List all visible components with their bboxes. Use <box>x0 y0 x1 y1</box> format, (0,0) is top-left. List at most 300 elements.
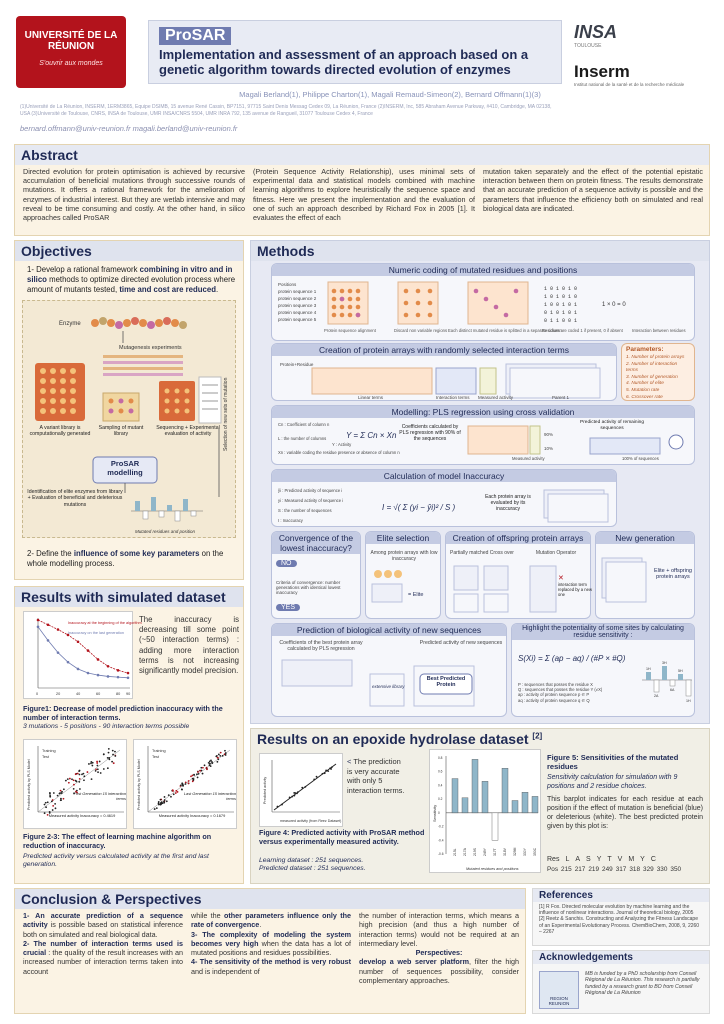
fig5-bar-label: 330Y <box>523 848 527 856</box>
prediction-accuracy-text: The prediction is very accurate with only 5 interaction terms. <box>347 757 405 795</box>
sensitivity-note: Q : sequences that posses the residue Y (≠X) <box>518 687 603 693</box>
scatter-point <box>100 772 102 774</box>
figure4-side-text <box>347 757 407 795</box>
fig4-point <box>325 769 327 771</box>
offspring-note-fo <box>558 582 592 608</box>
fig5-bar <box>512 801 518 813</box>
scatter-point <box>199 770 201 772</box>
scatter-point <box>63 798 65 800</box>
fig4-point <box>304 786 306 788</box>
elite-rank-icon <box>394 570 402 578</box>
scatter-point <box>224 750 226 752</box>
position-cell: 350 <box>670 866 682 873</box>
svg-text:1 0 1 0 1 0: 1 0 1 0 1 0 <box>544 286 578 292</box>
new-generation-svg <box>596 548 696 618</box>
scatter-point <box>108 752 110 754</box>
fig1-point <box>77 640 80 643</box>
row-label: protein sequence 2 <box>278 296 317 301</box>
fig2b-xlabel: Measured activity Inaccuracy = 0.1679 <box>158 813 226 818</box>
best-protein-pos-row <box>547 865 703 875</box>
mini-bar-label: 3H <box>662 661 667 665</box>
diagram-enzyme-label: Enzyme <box>59 321 81 327</box>
scatter-point <box>78 770 80 772</box>
diagram-identification-label: Identification of elite enzymes from library + Evaluation of beneficial and deleterious mutations <box>27 489 123 508</box>
fig5-xlabel: Mutated residues and positions <box>466 867 519 871</box>
svg-text:0 1 0 1 0 1: 0 1 0 1 0 1 <box>544 310 578 316</box>
caption: Interaction between residues <box>632 328 686 333</box>
parameters-list <box>622 355 694 401</box>
method-pls-box <box>271 405 695 465</box>
diagram-variant-library-fo <box>27 425 93 455</box>
fig5-bar-label: 215L <box>453 848 457 856</box>
diagram-sequencing-fo <box>151 425 225 451</box>
sensitivity-notes <box>518 682 634 703</box>
objective-1-end: . <box>215 285 219 294</box>
references-section <box>532 888 710 946</box>
extensive-library-label: extensive library <box>372 684 405 689</box>
inaccuracy-text: Each protein array is evaluated by its inaccuracy <box>485 494 531 512</box>
elite-rank-icon <box>374 570 382 578</box>
protein-array-stack-icon <box>312 364 600 398</box>
conclusion-section <box>14 888 526 1014</box>
residue-cell: S <box>586 856 591 863</box>
residue-cell: A <box>575 856 581 863</box>
inaccuracy-formula: I = √( Σ (yi − ŷi)² / S ) <box>382 503 456 512</box>
fig2b-xlabel-fo <box>148 814 236 828</box>
objective-1-mid: methods to optimize directed evolution process where amount of mutants tested, <box>27 275 236 294</box>
inserm-logo <box>574 62 694 92</box>
mini-bar-label: 1H <box>646 667 651 671</box>
figure5-plot <box>429 749 541 873</box>
methods-section <box>250 240 710 724</box>
mini-bar <box>670 680 675 686</box>
best-predicted-protein-label: Best Predicted Protein <box>426 676 466 688</box>
fig5-bar <box>452 779 458 813</box>
residue-cell: C <box>650 856 656 863</box>
alignment-grid-1 <box>328 282 368 324</box>
scatter-point <box>113 762 115 764</box>
fig1-point <box>47 623 50 626</box>
scatter-point <box>164 796 166 798</box>
scatter-point <box>45 802 47 804</box>
fig5-bar <box>522 792 528 813</box>
scatter-point <box>204 764 206 766</box>
method-numeric-coding-box <box>271 263 695 341</box>
method-convergence-box <box>271 531 361 619</box>
fig1-point <box>37 626 40 629</box>
scatter-point <box>175 792 177 794</box>
scatter-point <box>114 751 116 753</box>
inaccuracy-note: ŷi : Predicted activity of sequence i <box>278 488 343 493</box>
pls-10-label: 10% <box>544 446 554 451</box>
scatter-point <box>192 780 194 782</box>
scatter-point <box>156 807 158 809</box>
svg-text:1 0 1 0 1 0: 1 0 1 0 1 0 <box>544 294 578 300</box>
university-logo <box>16 16 126 88</box>
scatter-point <box>73 779 75 781</box>
figure2-subcaption: Predicted activity versus calculated activity at the first and last generation. <box>23 853 209 869</box>
figure5-subcaption: Sensitivity calculation for simulation with 9 positions and 2 residue choices. <box>547 774 678 790</box>
insa-logo-text: INSA <box>574 22 618 42</box>
scatter-point <box>163 802 165 804</box>
scatter-point <box>83 779 85 781</box>
reference-item: [2] Reetz & Sanchis. Constructing and Analyzing the Fitness Landscape of an Experimental Evolutionary Process. ChemBioChem, 2008, 9, 2260 – 2267 <box>539 916 700 935</box>
scatter-point <box>170 796 172 798</box>
pls-90-label: 90% <box>544 432 554 437</box>
scatter-point <box>88 763 90 765</box>
parameters-box <box>621 343 695 401</box>
reference-item: [1] R Fox. Directed molecular evolution by machine learning and the influence of nonlinear interactions. Journal of theoretical biology, 2005 <box>539 904 694 917</box>
authors: Magali Berland(1), Philippe Charton(1), Magali Remaud-Simeon(2), Bernard Offmann(1)(3) <box>239 90 541 99</box>
objective-1-bold2: time and cost are reduced <box>119 285 216 294</box>
abstract-col-1: Directed evolution for protein optimisation is achieved by recursive accumulation of beneficial mutations through successive rounds of mutations. It offers a rational framework for the amelioration of enzymes of industrial interest. But they are wetlab intensive and may reveal to be time consuming and costly. At the other hand, in silico approaches called ProSAR <box>23 167 245 223</box>
residue-cell: Y <box>596 856 602 863</box>
position-cell: 329 <box>643 866 654 873</box>
fig2a-label-fo <box>70 792 126 810</box>
fig2a-xlabel: Measured activity Inaccuracy = 0.4619 <box>48 813 116 818</box>
results-simulated-heading: Results with simulated dataset <box>15 587 243 607</box>
binary-coding-matrix <box>544 286 577 324</box>
insa-logo <box>574 22 694 54</box>
residue-cell: T <box>607 856 612 863</box>
fig1-point <box>87 672 90 675</box>
enzyme-chain-icon <box>91 317 187 329</box>
fig5-bar <box>462 798 468 813</box>
conclusion-p3-pre: while the <box>191 911 224 920</box>
residue-cell: M <box>628 856 635 863</box>
fig4-point <box>316 776 318 778</box>
scatter-point <box>49 793 51 795</box>
scatter-point <box>219 755 221 757</box>
sensitivity-note: ap : activity of protein sequence p ∈ P <box>518 692 590 698</box>
mutation-array-icon <box>530 566 556 612</box>
sensitivity-formula: S(Xi) = Σ (ap − aq) / (#P × #Q) <box>518 654 626 663</box>
poster-header <box>0 0 724 140</box>
parameter-item: 2. Number of interaction terms <box>626 361 678 374</box>
region-reunion-logo: REGION REUNION <box>539 971 579 1009</box>
row-label: protein sequence 1 <box>278 289 317 294</box>
fig5-y-tick: 0.2 <box>438 797 443 802</box>
fig5-y-tick: 0.4 <box>438 783 443 788</box>
fig4-ylabel: Predicted activity <box>263 776 267 804</box>
figure1-subcaption: 3 mutations - 5 positions - 90 interaction terms possible <box>23 723 190 730</box>
sampling-plate-icon <box>103 393 139 421</box>
mini-bar-label: 6A <box>670 688 675 692</box>
fig5-bar <box>502 768 508 813</box>
scatter-point <box>216 761 218 763</box>
sequencing-plate-icon <box>159 381 195 421</box>
scatter-point <box>200 767 202 769</box>
fig5-y-tick: -0.4 <box>438 838 444 843</box>
offspring-crossover-label: Partially matched Cross over <box>450 550 514 556</box>
figure1-line-chart <box>24 612 142 700</box>
offspring-svg <box>446 562 592 618</box>
fig1-x-tick: 60 <box>96 692 101 696</box>
pls-note: Xn : variable coding the residue presence or absence of column n <box>278 450 400 455</box>
figure1-plot <box>23 611 142 699</box>
pls-formula: Y = Σ Cn × Xn <box>346 431 397 440</box>
figure4-scatter <box>260 754 344 828</box>
fig1-point <box>97 674 100 677</box>
fig4-point <box>330 768 332 770</box>
fig4-point <box>324 772 326 774</box>
fig4-point <box>291 796 293 798</box>
scatter-point <box>71 778 73 780</box>
method-convergence-title: Convergence of the lowest inaccuracy? <box>272 532 360 554</box>
affiliations: (1)Université de La Réunion, INSERM, 1ERM3865, Equipe DSIMB, 15 avenue René Cassin, BP7151, 97715 Saint Denis Messag Cedex 09, La Réunion, France (2)INSERM, Inc, 585 Abraham Avenue Parkway, #410, Cambridge, MA 02138, USA (3)Université de Toulouse, CNRS, INSA de Toulouse, UMR INSA/CNRS 5504, UMR INRA 792, 135 avenue de Rangueil, 31077 Toulouse Cedex 4, France <box>20 104 552 117</box>
parameter-item: 3. Number of generation <box>626 374 678 380</box>
fig2a-generation-label: First Generation 15 interaction terms <box>73 791 126 801</box>
elite-equals-label: = Elite <box>408 592 424 598</box>
method-offspring-title: Creation of offspring protein arrays <box>446 532 590 544</box>
perspectives-bold: develop a web server platform <box>359 957 469 967</box>
scatter-point <box>196 773 198 775</box>
fig5-y-tick: 0 <box>438 810 440 815</box>
scatter-point <box>164 799 166 801</box>
fig1-point <box>127 672 130 675</box>
convergence-no-badge: NO <box>276 560 297 567</box>
fig5-bar-label: 350C <box>533 847 537 856</box>
conclusion-p5-text: and is independent of <box>191 966 260 976</box>
position-cell: 249 <box>602 866 613 873</box>
diagram-prosar-label: ProSAR modelling <box>107 459 143 477</box>
scatter-point <box>185 781 187 783</box>
caption: Each distinct mutated residue is splitted in a separate column <box>448 328 562 333</box>
mini-bar <box>662 666 667 680</box>
scatter-point <box>172 790 174 792</box>
best-protein-res-row <box>547 855 703 865</box>
insa-logo-sub: TOULOUSE <box>574 43 602 49</box>
results-simulated-text: The inaccuracy is decreasing till some point (~50 interaction terms) : adding more interaction terms is not increasing significantly model precision. <box>139 615 239 676</box>
sensitivity-mini-barplot <box>638 644 694 714</box>
diagram-identification-fo <box>27 489 123 525</box>
scatter-point <box>211 762 213 764</box>
objective-1-bold: combining in vitro and in silico <box>27 265 233 284</box>
fig4-point <box>322 773 324 775</box>
mini-bar-label: 5H <box>678 669 683 673</box>
scatter-point <box>79 778 81 780</box>
conclusion-col-3 <box>359 911 519 985</box>
scatter-point <box>107 767 109 769</box>
position-cell: 215 <box>561 866 572 873</box>
conclusion-p5-bold: 4- The sensitivity of the method is very robust <box>191 957 351 967</box>
fig4-point <box>293 792 295 794</box>
prediction-predicted: Predicted activity of new sequences <box>419 640 503 646</box>
pos-label: Pos <box>547 866 559 873</box>
scatter-point <box>51 801 53 803</box>
scatter-point <box>57 795 59 797</box>
residue-cell: L <box>565 856 570 863</box>
method-prediction-title: Prediction of biological activity of new sequences <box>272 624 506 636</box>
figure4-caption: Figure 4: Predicted activity with ProSAR method versus experimentally measured activity. <box>259 828 425 846</box>
fig5-y-tick: 0.6 <box>438 769 443 774</box>
caption: Residues are coded 1 if present, 0 if absent <box>542 328 623 333</box>
abstract-section <box>14 144 710 236</box>
method-offspring-box <box>445 531 591 619</box>
figure5-bar-chart <box>430 750 542 874</box>
acronym: ProSAR <box>159 27 231 45</box>
mini-bar <box>646 672 651 680</box>
fig1-point <box>37 619 40 622</box>
interaction-multiply-sign: 1 × 0 = 0 <box>602 302 626 308</box>
fig5-y-tick: -0.2 <box>438 824 444 829</box>
university-logo-name: UNIVERSITÉ DE LA RÉUNION <box>24 30 118 52</box>
fig1-x-tick: 90 <box>126 692 131 696</box>
extensive-library-icon <box>370 674 404 706</box>
residue-cell: V <box>617 856 623 863</box>
pls-q-circle-icon <box>669 435 683 449</box>
pls-predicted-fo <box>572 420 652 438</box>
fig1-x-tick: 80 <box>116 692 121 696</box>
mutation-barplot-icon <box>131 497 203 521</box>
fig2a-legend-entry: Test <box>42 755 49 759</box>
scatter-point <box>160 802 162 804</box>
fig5-bar-label: 318V <box>503 848 507 856</box>
objective-2-end: on the whole modelling process. <box>27 549 224 568</box>
scatter-point <box>92 762 94 764</box>
caption: Discard non variable regions <box>394 328 448 333</box>
scatter-point <box>73 784 75 786</box>
perspectives-heading: Perspectives: <box>415 948 463 958</box>
objectives-heading: Objectives <box>15 241 243 261</box>
fig2b-ylabel: Predicted activity by PLS Model <box>137 759 141 810</box>
row-label: protein sequence 4 <box>278 310 317 315</box>
method-prediction-box <box>271 623 507 717</box>
scatter-point <box>112 754 114 756</box>
child-array-icon <box>454 594 478 612</box>
conclusion-p1-text: is possible based on statistical inference both on simulated and real biological data. <box>23 920 183 939</box>
conclusion-col-1 <box>23 911 183 976</box>
scatter-point <box>216 755 218 757</box>
pls-100-label: 100% of sequences <box>622 456 659 461</box>
conclusion-col-2 <box>191 911 351 976</box>
position-cell: 317 <box>615 866 627 873</box>
scatter-point <box>185 783 187 785</box>
conclusion-p3-end: . <box>259 920 262 930</box>
fig5-y-tick: -0.6 <box>438 852 444 856</box>
sensitivity-note: aq : activity of protein sequence q ∈ Q <box>518 697 590 703</box>
fig2b-legend-entry: Training <box>152 749 166 753</box>
diagram-sequencing-label: Sequencing + Experimental evaluation of activity <box>156 425 220 438</box>
scatter-point <box>79 774 81 776</box>
parent-array-icon <box>454 566 478 590</box>
figure4-plot <box>259 753 343 827</box>
method-numeric-coding-title: Numeric coding of mutated residues and positions <box>272 264 694 276</box>
scatter-point <box>54 803 56 805</box>
inserm-logo-text: Inserm <box>574 62 630 81</box>
fig5-bar-label: 317T <box>493 848 497 856</box>
scatter-point <box>59 792 61 794</box>
scatter-point <box>99 761 101 763</box>
conclusion-p4-bold: 3- The complexity of modeling the system becomes very high <box>191 929 351 948</box>
scatter-point <box>45 806 47 808</box>
fig5-y-tick: 0.8 <box>438 756 443 760</box>
pls-text: Coefficients calculated by PLS regression with 90% of the sequences <box>399 424 461 442</box>
method-sensitivity-box <box>511 623 695 717</box>
figure2-last-generation-plot <box>133 739 237 829</box>
pls-note: L : the number of columns <box>278 436 327 441</box>
figure2-caption: Figure 2-3: The effect of learning machine algorithm on reduction of inaccuracy. <box>23 832 212 850</box>
method-protein-arrays-box <box>271 343 617 401</box>
results-epoxide-section <box>250 728 710 884</box>
scatter-point <box>209 763 211 765</box>
position-cell: 217 <box>574 866 586 873</box>
fig1-x-tick: 0 <box>36 692 39 696</box>
inaccuracy-arrays-icon <box>544 490 608 522</box>
elite-array-icon <box>372 584 402 602</box>
fig1-point <box>107 675 110 678</box>
scatter-point <box>173 793 175 795</box>
row-label: protein sequence 5 <box>278 317 317 322</box>
inaccuracy-text-fo <box>478 494 538 522</box>
scatter-point <box>188 780 190 782</box>
scatter-point <box>198 773 200 775</box>
method-elite-box <box>365 531 441 619</box>
method-pls-title: Modelling: PLS regression using cross validation <box>272 406 694 418</box>
sensitivity-note: P : sequences that posses the residue X <box>518 682 593 687</box>
scatter-point <box>202 767 204 769</box>
scatter-point <box>108 748 110 750</box>
row-label: Positions <box>278 282 297 287</box>
scatter-point <box>67 778 69 780</box>
fig1-series-line <box>38 620 128 673</box>
row-label: protein sequence 3 <box>278 303 317 308</box>
references-list <box>533 902 709 937</box>
objective-2-pre: 2- Define the <box>27 549 74 558</box>
scatter-point <box>97 771 99 773</box>
fig1-x-ticks <box>36 692 130 696</box>
scatter-point <box>180 784 182 786</box>
mini-bar-label: 1H <box>686 699 691 703</box>
mutation-cross-icon: ✕ <box>558 575 564 582</box>
res-label: Res <box>547 856 560 863</box>
fig5-bar <box>482 781 488 813</box>
scatter-point <box>160 804 162 806</box>
parameter-item: 1. Number of protein arrays <box>626 355 685 360</box>
inserm-logo-sub: Institut national de la santé et de la recherche médicale <box>574 82 685 87</box>
fig5-bar-label: 249Y <box>483 848 487 856</box>
scatter-point <box>47 801 49 803</box>
scatter-point <box>107 757 109 759</box>
variant-library-plate-icon <box>35 363 85 421</box>
scatter-point <box>160 799 162 801</box>
fig2a-xlabel-fo <box>38 814 126 828</box>
fig1-legend-entry: Inaccuracy at the beginning of the algorithm <box>68 621 142 625</box>
scatter-point <box>68 782 70 784</box>
parameters-title: Parameters: <box>626 346 664 353</box>
method-new-generation-box <box>595 531 695 619</box>
fig1-point <box>47 639 50 642</box>
fig1-point <box>97 658 100 661</box>
acknowledgements-heading: Acknowledgements <box>533 951 709 964</box>
fig1-point <box>127 677 130 680</box>
fig5-bars-group <box>438 756 538 856</box>
scatter-point <box>78 781 80 783</box>
scatter-point <box>73 788 75 790</box>
method-sensitivity-title: Highlight the potentiality of some sites by calculating residue sensitivity : <box>512 624 694 640</box>
perspectives-text: , filter the high number of sequences possibility, consider complementary approaches. <box>359 957 519 986</box>
new-generation-text: Elite + offspring protein arrays <box>654 568 692 580</box>
results-simulated-section <box>14 586 244 884</box>
fig4-point <box>293 795 295 797</box>
fig1-point <box>117 676 120 679</box>
inaccuracy-note: S : the number of sequences <box>278 508 332 513</box>
fig5-ylabel: Sensitivity <box>433 804 437 822</box>
scatter-point <box>75 780 77 782</box>
mutagenesis-variants-icon <box>103 355 183 376</box>
predicted-dataset-line: Predicted dataset : 251 sequences. <box>259 865 366 873</box>
scatter-point <box>209 764 211 766</box>
